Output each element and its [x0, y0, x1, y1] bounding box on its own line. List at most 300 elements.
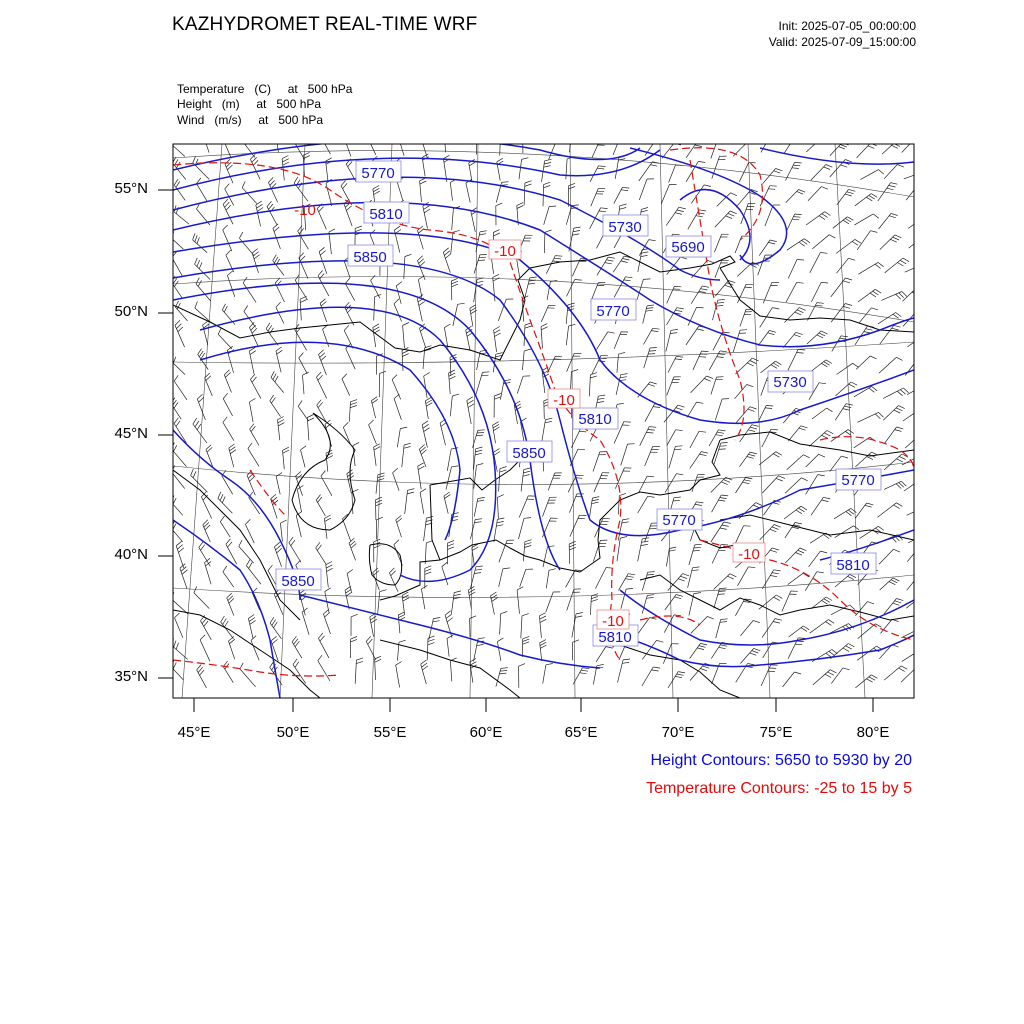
- wind-barb-feather: [528, 283, 535, 284]
- wind-barb-feather: [223, 619, 227, 625]
- wind-barb-feather: [569, 544, 576, 547]
- wind-barb-feather: [396, 282, 402, 286]
- wind-barb-feather: [799, 428, 806, 430]
- wind-barb: [223, 399, 232, 416]
- wind-barb: [520, 569, 526, 587]
- wind-barb-feather: [601, 355, 608, 356]
- wind-barb-feather: [919, 481, 925, 485]
- wind-barb: [711, 477, 726, 492]
- field-temperature: Temperature (C) at 500 hPa: [177, 82, 353, 96]
- wind-barb-feather: [897, 391, 902, 396]
- wind-barb-feather: [418, 466, 424, 470]
- wind-barb: [613, 136, 621, 155]
- wind-barb-feather: [545, 230, 552, 232]
- wind-barb-feather: [197, 424, 201, 430]
- wind-barb-feather: [919, 629, 924, 634]
- wind-barb-feather: [922, 433, 928, 436]
- wind-barb-feather: [776, 452, 782, 456]
- wind-barb-feather: [278, 420, 284, 423]
- wind-barb: [466, 183, 470, 203]
- wind-barb-feather: [871, 231, 878, 233]
- wind-barb: [908, 535, 925, 543]
- wind-barb-feather: [647, 595, 654, 596]
- height-label: [364, 202, 409, 223]
- wind-barb: [276, 351, 281, 372]
- wind-barb-feather: [227, 165, 232, 170]
- wind-barb: [168, 358, 185, 374]
- wind-barb-feather: [497, 521, 504, 522]
- wind-barb-feather: [873, 214, 879, 218]
- wind-barb-feather: [448, 547, 455, 550]
- wind-barb-feather: [200, 635, 205, 640]
- wind-barb-feather: [871, 675, 877, 679]
- wind-barb-feather: [817, 572, 824, 573]
- wind-barb-feather: [641, 544, 648, 545]
- wind-barb-feather: [171, 137, 174, 144]
- wind-barb-feather: [318, 655, 322, 661]
- wind-barb: [499, 569, 503, 587]
- wind-barb: [477, 351, 481, 370]
- wind-barb-feather: [800, 548, 806, 551]
- wind-barb-feather: [728, 213, 734, 216]
- wind-barb-feather: [801, 426, 808, 428]
- wind-barb: [854, 437, 870, 448]
- wind-barb: [347, 573, 351, 591]
- wind-barb-feather: [795, 312, 801, 315]
- wind-barb-feather: [418, 276, 424, 280]
- wind-barb-feather: [704, 185, 711, 187]
- wind-barb: [451, 232, 453, 254]
- wind-barb-feather: [277, 350, 283, 354]
- wind-barb-feather: [298, 401, 302, 407]
- wind-barb-feather: [649, 427, 656, 428]
- wind-barb-feather: [477, 644, 484, 645]
- wind-barb-feather: [891, 580, 897, 583]
- wind-barb-feather: [320, 636, 325, 641]
- wind-barb: [299, 358, 307, 374]
- wind-barb-feather: [718, 500, 725, 501]
- wind-barb: [193, 424, 207, 443]
- wind-barb-feather: [351, 637, 358, 640]
- wind-barb-feather: [226, 250, 231, 255]
- wind-barb-feather: [257, 204, 263, 208]
- wind-barb-feather: [626, 588, 633, 589]
- wind-barb: [619, 574, 629, 591]
- wind-barb-feather: [917, 630, 922, 635]
- wind-barb-feather: [796, 332, 803, 334]
- wind-barb-feather: [268, 177, 273, 182]
- wind-barb-feather: [402, 351, 408, 354]
- wind-barb: [544, 207, 549, 225]
- wind-barb-feather: [748, 430, 755, 432]
- wind-barb-feather: [191, 469, 194, 475]
- wind-barb: [171, 599, 188, 614]
- wind-barb-feather: [830, 670, 836, 673]
- chart-title: KAZHYDROMET REAL-TIME WRF: [172, 14, 478, 35]
- wind-barb-feather: [203, 131, 208, 136]
- wind-barb: [444, 130, 446, 152]
- wind-barb-feather: [491, 592, 497, 596]
- wind-barb-feather: [670, 333, 677, 334]
- wind-barb-feather: [674, 449, 681, 450]
- wind-barb-feather: [169, 658, 172, 664]
- wind-barb-feather: [452, 284, 459, 287]
- wind-barb-feather: [317, 545, 321, 551]
- wind-barb-feather: [197, 237, 199, 244]
- field-height: Height (m) at 500 hPa: [177, 97, 322, 111]
- wind-barb-feather: [695, 504, 702, 505]
- wind-barb-feather: [400, 427, 407, 429]
- wind-barb: [806, 139, 820, 152]
- wind-barb-feather: [374, 444, 380, 447]
- wind-barb-feather: [893, 578, 899, 581]
- wind-barb-feather: [914, 670, 920, 673]
- wind-barb-feather: [469, 592, 475, 596]
- wind-barb: [907, 576, 918, 590]
- wind-barb-feather: [224, 136, 229, 141]
- wind-barb-feather: [920, 338, 926, 342]
- wind-barb-feather: [524, 518, 531, 519]
- wind-barb-feather: [866, 329, 873, 331]
- wind-barb: [220, 522, 230, 538]
- wind-barb-feather: [707, 260, 714, 263]
- wind-barb: [715, 281, 728, 297]
- wind-barb-feather: [541, 327, 547, 330]
- svg-text:5810: 5810: [369, 206, 403, 223]
- wind-barb-feather: [869, 388, 875, 392]
- wind-barb-feather: [917, 550, 924, 552]
- wind-barb: [218, 334, 232, 349]
- wind-barb: [765, 205, 773, 226]
- wind-barb-feather: [174, 375, 178, 381]
- wind-barb-feather: [493, 422, 499, 426]
- wind-barb-feather: [801, 478, 807, 481]
- wind-barb-feather: [925, 235, 931, 239]
- wind-barb-feather: [468, 404, 474, 408]
- wind-barb-feather: [523, 642, 530, 644]
- wind-barb-feather: [477, 500, 484, 501]
- wind-barb-feather: [540, 642, 546, 645]
- height-label: [603, 215, 648, 236]
- wind-barb-feather: [546, 418, 553, 419]
- wind-barb: [169, 236, 183, 249]
- wind-barb-feather: [366, 128, 371, 133]
- wind-barb-feather: [494, 397, 501, 399]
- wind-barb-feather: [271, 371, 274, 377]
- svg-text:-10: -10: [553, 392, 575, 409]
- wind-barb: [250, 429, 259, 445]
- wind-barb-feather: [750, 452, 757, 454]
- wind-barb-feather: [403, 595, 409, 598]
- wind-barb-feather: [353, 442, 359, 445]
- wind-barb-feather: [399, 640, 406, 642]
- wind-barb-feather: [500, 467, 507, 469]
- wind-barb-feather: [399, 134, 405, 138]
- wind-barb-feather: [196, 278, 199, 284]
- wind-barb: [421, 589, 424, 609]
- wind-barb-feather: [897, 427, 904, 429]
- wind-barb-feather: [747, 385, 754, 387]
- wind-barb: [788, 260, 797, 279]
- wind-barb-feather: [854, 526, 860, 530]
- wind-barb-feather: [925, 171, 930, 176]
- wind-barb-feather: [889, 185, 896, 187]
- wind-barb-feather: [875, 264, 881, 268]
- wind-barb-feather: [919, 410, 925, 414]
- wind-barb-feather: [327, 568, 333, 571]
- wind-barb-feather: [477, 433, 484, 434]
- wind-barb-feather: [922, 336, 928, 340]
- wind-barb-feather: [454, 591, 461, 593]
- wind-barb-feather: [501, 612, 508, 614]
- wind-barb-feather: [792, 219, 799, 220]
- wind-barb-feather: [720, 351, 727, 352]
- wind-barb: [812, 235, 829, 249]
- wind-barb: [883, 406, 898, 421]
- wind-barb: [907, 384, 927, 395]
- wind-barb-feather: [920, 266, 925, 271]
- wind-barb-feather: [199, 262, 202, 269]
- wind-barb: [405, 490, 408, 514]
- wind-barb-feather: [673, 500, 680, 501]
- wind-barb: [809, 551, 821, 567]
- wind-barb: [293, 665, 306, 684]
- wind-barb-feather: [775, 361, 781, 365]
- wind-barb-feather: [803, 626, 809, 630]
- wind-barb-feather: [590, 373, 597, 375]
- wind-barb-feather: [893, 603, 900, 605]
- wind-barb-feather: [475, 450, 482, 452]
- wind-barb-feather: [326, 562, 332, 565]
- wind-barb: [855, 675, 871, 688]
- wind-barb-feather: [523, 475, 530, 477]
- wind-barb-feather: [699, 431, 706, 432]
- wind-barb-feather: [299, 253, 304, 258]
- wind-barb-feather: [579, 431, 586, 432]
- wind-barb-feather: [766, 406, 773, 407]
- wind-barb: [343, 427, 350, 444]
- wind-barb-feather: [796, 553, 803, 556]
- wind-barb-feather: [267, 201, 272, 206]
- wind-barb-feather: [752, 651, 759, 653]
- wind-barb-feather: [796, 510, 802, 514]
- wind-barb-feather: [544, 186, 551, 188]
- wind-barb-feather: [747, 457, 754, 459]
- wind-barb-feather: [392, 375, 397, 380]
- wind-barb-feather: [591, 597, 598, 599]
- wind-barb-feather: [371, 619, 377, 623]
- wind-barb-feather: [198, 280, 201, 286]
- wind-barb: [831, 668, 843, 684]
- wind-barb-feather: [847, 217, 853, 221]
- wind-barb-feather: [572, 205, 579, 206]
- wind-barb: [787, 455, 804, 470]
- wind-barb-feather: [575, 616, 582, 617]
- wind-barb: [205, 378, 213, 396]
- wind-barb-feather: [356, 661, 363, 663]
- wind-barb-feather: [223, 225, 228, 230]
- wind-barb: [782, 591, 791, 612]
- wind-barb-feather: [276, 302, 281, 307]
- wind-barb-feather: [200, 670, 205, 675]
- svg-text:-10: -10: [294, 202, 316, 219]
- wind-barb-feather: [278, 417, 284, 420]
- wind-barb-feather: [318, 633, 323, 638]
- wind-barb-feather: [771, 134, 778, 135]
- wind-barb-feather: [770, 186, 777, 187]
- wind-barb-feather: [724, 522, 731, 523]
- wind-barb-feather: [747, 363, 753, 366]
- wind-barb-feather: [168, 352, 171, 359]
- wind-barb-feather: [544, 163, 551, 165]
- wind-barb-feather: [795, 523, 802, 524]
- wind-barb-feather: [925, 507, 930, 512]
- wind-barb-feather: [717, 302, 724, 303]
- wind-barb-feather: [573, 640, 580, 643]
- wind-barb: [877, 503, 896, 518]
- wind-barb-feather: [895, 601, 902, 603]
- wind-barb-feather: [275, 376, 278, 382]
- wind-barb-feather: [627, 576, 634, 577]
- wind-barb-feather: [523, 471, 530, 473]
- wind-barb-feather: [848, 576, 854, 579]
- wind-barb-feather: [743, 482, 750, 483]
- wind-barb-feather: [199, 397, 204, 402]
- wind-barb-feather: [350, 403, 357, 405]
- wind-barb-feather: [274, 227, 279, 232]
- wind-barb-feather: [195, 258, 198, 264]
- wind-barb: [542, 518, 550, 537]
- wind-barb-feather: [245, 519, 250, 524]
- wind-barb: [301, 450, 306, 468]
- wind-barb-feather: [470, 305, 476, 309]
- wind-barb-feather: [648, 572, 655, 573]
- wind-barb: [905, 263, 927, 272]
- height-label: [666, 236, 711, 257]
- wind-barb-feather: [927, 216, 933, 220]
- wind-barb: [374, 447, 377, 466]
- wind-barb-feather: [922, 172, 927, 177]
- wind-barb-feather: [890, 239, 896, 242]
- wind-barb-feather: [878, 526, 884, 530]
- wind-barb: [759, 240, 770, 256]
- lon-label: 60°E: [469, 724, 503, 741]
- wind-barb-feather: [197, 665, 202, 670]
- wind-barb: [500, 614, 501, 635]
- wind-barb-feather: [225, 621, 229, 627]
- wind-barb-feather: [479, 234, 486, 235]
- wind-barb: [690, 663, 705, 680]
- wind-barb-feather: [843, 668, 850, 670]
- wind-barb-feather: [445, 611, 451, 615]
- wind-barb: [499, 469, 500, 492]
- wind-barb: [592, 140, 600, 158]
- wind-barb-feather: [425, 572, 432, 575]
- wind-barb: [879, 549, 894, 564]
- wind-barb-feather: [193, 471, 196, 477]
- wind-barb-feather: [326, 565, 332, 568]
- wind-barb-feather: [915, 138, 921, 141]
- wind-barb: [572, 614, 576, 638]
- wind-barb: [223, 422, 234, 440]
- wind-barb-feather: [650, 348, 657, 349]
- wind-barb-feather: [678, 579, 685, 581]
- wind-barb-feather: [840, 145, 847, 148]
- wind-barb-feather: [517, 206, 523, 209]
- wind-barb-feather: [774, 525, 781, 528]
- wind-barb-feather: [433, 621, 440, 622]
- wind-barb-feather: [620, 537, 627, 539]
- wind-barb-feather: [873, 141, 880, 144]
- wind-barb-feather: [850, 574, 856, 577]
- wind-barb: [762, 570, 774, 589]
- wind-barb-feather: [346, 589, 352, 593]
- height-label: [831, 553, 876, 574]
- wind-barb-feather: [647, 574, 654, 575]
- wind-barb-feather: [653, 667, 660, 668]
- wind-barb: [352, 492, 353, 514]
- wind-barb-feather: [422, 154, 428, 158]
- wind-barb-feather: [625, 579, 632, 580]
- wind-barb: [645, 446, 653, 466]
- wind-barb-feather: [544, 166, 551, 168]
- wind-barb-feather: [195, 421, 199, 427]
- svg-text:5730: 5730: [608, 219, 642, 236]
- wind-barb: [174, 212, 189, 224]
- wind-barb-feather: [250, 351, 256, 355]
- wind-barb-feather: [351, 614, 358, 617]
- wind-barb-feather: [775, 619, 782, 621]
- wind-barb-feather: [350, 406, 357, 408]
- wind-barb: [546, 592, 553, 612]
- wind-barb-feather: [572, 234, 579, 235]
- wind-barb-feather: [843, 220, 849, 224]
- wind-barb-feather: [525, 540, 532, 542]
- wind-barb: [394, 304, 402, 322]
- wind-barb: [316, 548, 327, 565]
- wind-barb-feather: [718, 550, 725, 551]
- wind-barb-feather: [420, 262, 425, 267]
- wind-barb-feather: [540, 619, 546, 622]
- wind-barb-feather: [283, 450, 289, 453]
- wind-barb-feather: [424, 428, 430, 432]
- wind-barb-feather: [699, 646, 706, 648]
- wind-barb-feather: [252, 377, 257, 382]
- wind-barb-feather: [419, 302, 425, 306]
- wind-barb: [662, 143, 674, 158]
- wind-barb: [567, 353, 575, 372]
- wind-barb: [637, 279, 643, 299]
- wind-barb-feather: [870, 356, 876, 359]
- wind-barb: [174, 381, 187, 400]
- height-label: [573, 408, 618, 429]
- wind-barb-feather: [697, 307, 704, 308]
- wind-barb-feather: [853, 363, 859, 367]
- wind-barb-feather: [319, 207, 324, 212]
- wind-barb-feather: [718, 299, 725, 300]
- wind-barb-feather: [707, 616, 713, 619]
- wind-barb-feather: [274, 542, 279, 547]
- svg-text:5690: 5690: [671, 239, 705, 256]
- wind-barb-feather: [370, 616, 376, 620]
- wind-barb: [517, 590, 519, 614]
- wind-barb: [907, 548, 919, 562]
- wind-barb: [666, 549, 669, 567]
- wind-barb-feather: [226, 205, 231, 210]
- wind-barb: [494, 519, 498, 542]
- wind-barb-feather: [648, 354, 655, 355]
- wind-barb-feather: [248, 443, 252, 449]
